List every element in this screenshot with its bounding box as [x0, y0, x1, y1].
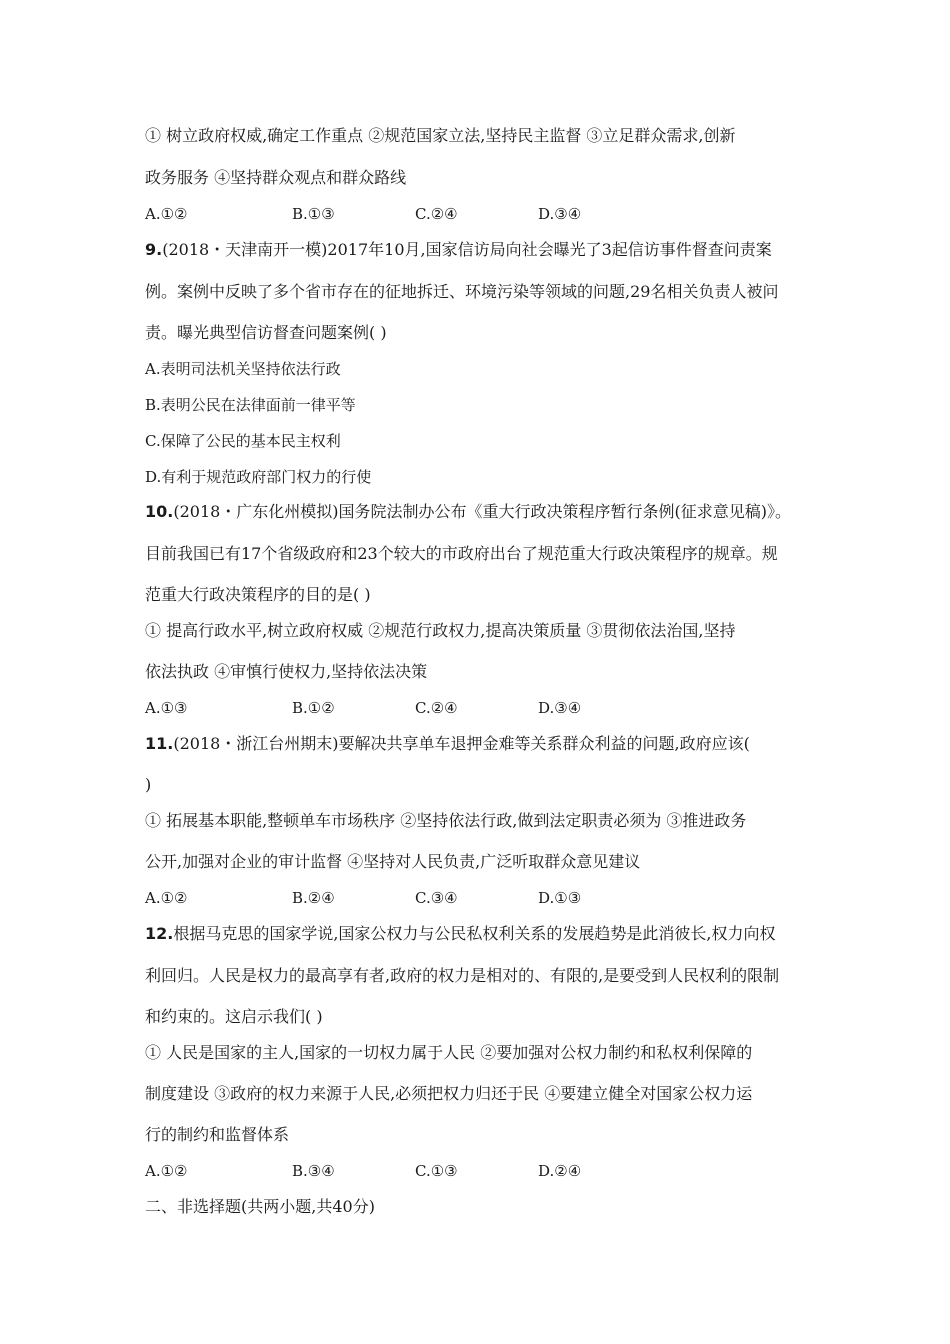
- q12-stem-line2: 利回归。人民是权力的最高享有者,政府的权力是相对的、有限的,是要受到人民权利的限制: [145, 966, 780, 985]
- q12-statements-line3: 行的制约和监督体系: [145, 1125, 290, 1144]
- q9-option-a: A.表明司法机关坚持依法行政: [145, 360, 341, 378]
- q11-statements-line1: ① 拓展基本职能,整顿单车市场秩序 ②坚持依法行政,做到法定职责必须为 ③推进政务: [145, 811, 747, 830]
- q11-statements-line2: 公开,加强对企业的审计监督 ④坚持对人民负责,广泛听取群众意见建议: [145, 852, 641, 871]
- q11-stem-line1: [145, 734, 750, 754]
- q10-stem-line1: [145, 502, 791, 522]
- q12-statements-line1: ① 人民是国家的主人,国家的一切权力属于人民 ②要加强对公权力制约和私权利保障的: [145, 1043, 753, 1062]
- q12-stem-line3: 和约束的。这启示我们( ): [145, 1007, 323, 1026]
- q10-statements-line2: 依法执政 ④审慎行使权力,坚持依法决策: [145, 662, 428, 681]
- q10-stem-line3: 范重大行政决策程序的目的是( ): [145, 585, 371, 604]
- section-heading-nonchoice: 二、非选择题(共两小题,共40分): [145, 1197, 375, 1216]
- q11-option-c: C.③④: [415, 889, 458, 907]
- q9-stem-line2: 例。案例中反映了多个省市存在的征地拆迁、环境污染等领域的问题,29名相关负责人被问: [145, 282, 779, 301]
- q10-option-c: C.②④: [415, 699, 458, 717]
- q8-option-a: A.①②: [145, 205, 188, 223]
- q8-option-c: C.②④: [415, 205, 458, 223]
- q12-option-c: C.①③: [415, 1162, 458, 1180]
- q10-option-a: A.①③: [145, 699, 188, 717]
- q12-number: 12.: [145, 924, 174, 943]
- q11-option-b: B.②④: [292, 889, 335, 907]
- q8-option-b: B.①③: [292, 205, 335, 223]
- q12-stem-line1: [145, 924, 776, 944]
- q9-option-c: C.保障了公民的基本民主权利: [145, 432, 341, 450]
- q9-stem-line3: 责。曝光典型信访督查问题案例( ): [145, 323, 387, 342]
- q11-number: 11.: [145, 734, 174, 753]
- q11-option-a: A.①②: [145, 889, 188, 907]
- q12-statements-line2: 制度建设 ③政府的权力来源于人民,必须把权力归还于民 ④要建立健全对国家公权力运: [145, 1084, 753, 1103]
- q9-option-d: D.有利于规范政府部门权力的行使: [145, 468, 372, 486]
- q11-stem-line2: ): [145, 775, 152, 794]
- q11-stem-text1: (2018・浙江台州期末)要解决共享单车退押金难等关系群众利益的问题,政府应该(: [173, 734, 750, 753]
- q9-stem-text1: (2018・天津南开一模)2017年10月,国家信访局向社会曝光了3起信访事件督查问责案: [162, 240, 772, 259]
- q10-number: 10.: [145, 502, 174, 521]
- q12-stem-text1: 根据马克思的国家学说,国家公权力与公民私权利关系的发展趋势是此消彼长,权力向权: [173, 924, 776, 943]
- q9-number: 9.: [145, 240, 163, 259]
- q12-option-b: B.③④: [292, 1162, 335, 1180]
- q10-statements-line1: ① 提高行政水平,树立政府权威 ②规范行政权力,提高决策质量 ③贯彻依法治国,坚持: [145, 621, 736, 640]
- q9-option-b: B.表明公民在法律面前一律平等: [145, 396, 356, 414]
- q12-option-d: D.②④: [538, 1162, 582, 1180]
- q10-stem-line2: 目前我国已有17个省级政府和23个较大的市政府出台了规范重大行政决策程序的规章。规: [145, 544, 778, 563]
- q10-stem-text1: (2018・广东化州模拟)国务院法制办公布《重大行政决策程序暂行条例(征求意见稿)》。: [173, 502, 792, 521]
- q12-option-a: A.①②: [145, 1162, 188, 1180]
- q11-option-d: D.①③: [538, 889, 582, 907]
- q8-statements-line2: 政务服务 ④坚持群众观点和群众路线: [145, 168, 407, 187]
- q8-statements-line1: ① 树立政府权威,确定工作重点 ②规范国家立法,坚持民主监督 ③立足群众需求,创新: [145, 126, 736, 145]
- q10-option-d: D.③④: [538, 699, 582, 717]
- q8-option-d: D.③④: [538, 205, 582, 223]
- q9-stem-line1: [145, 240, 772, 260]
- q10-option-b: B.①②: [292, 699, 335, 717]
